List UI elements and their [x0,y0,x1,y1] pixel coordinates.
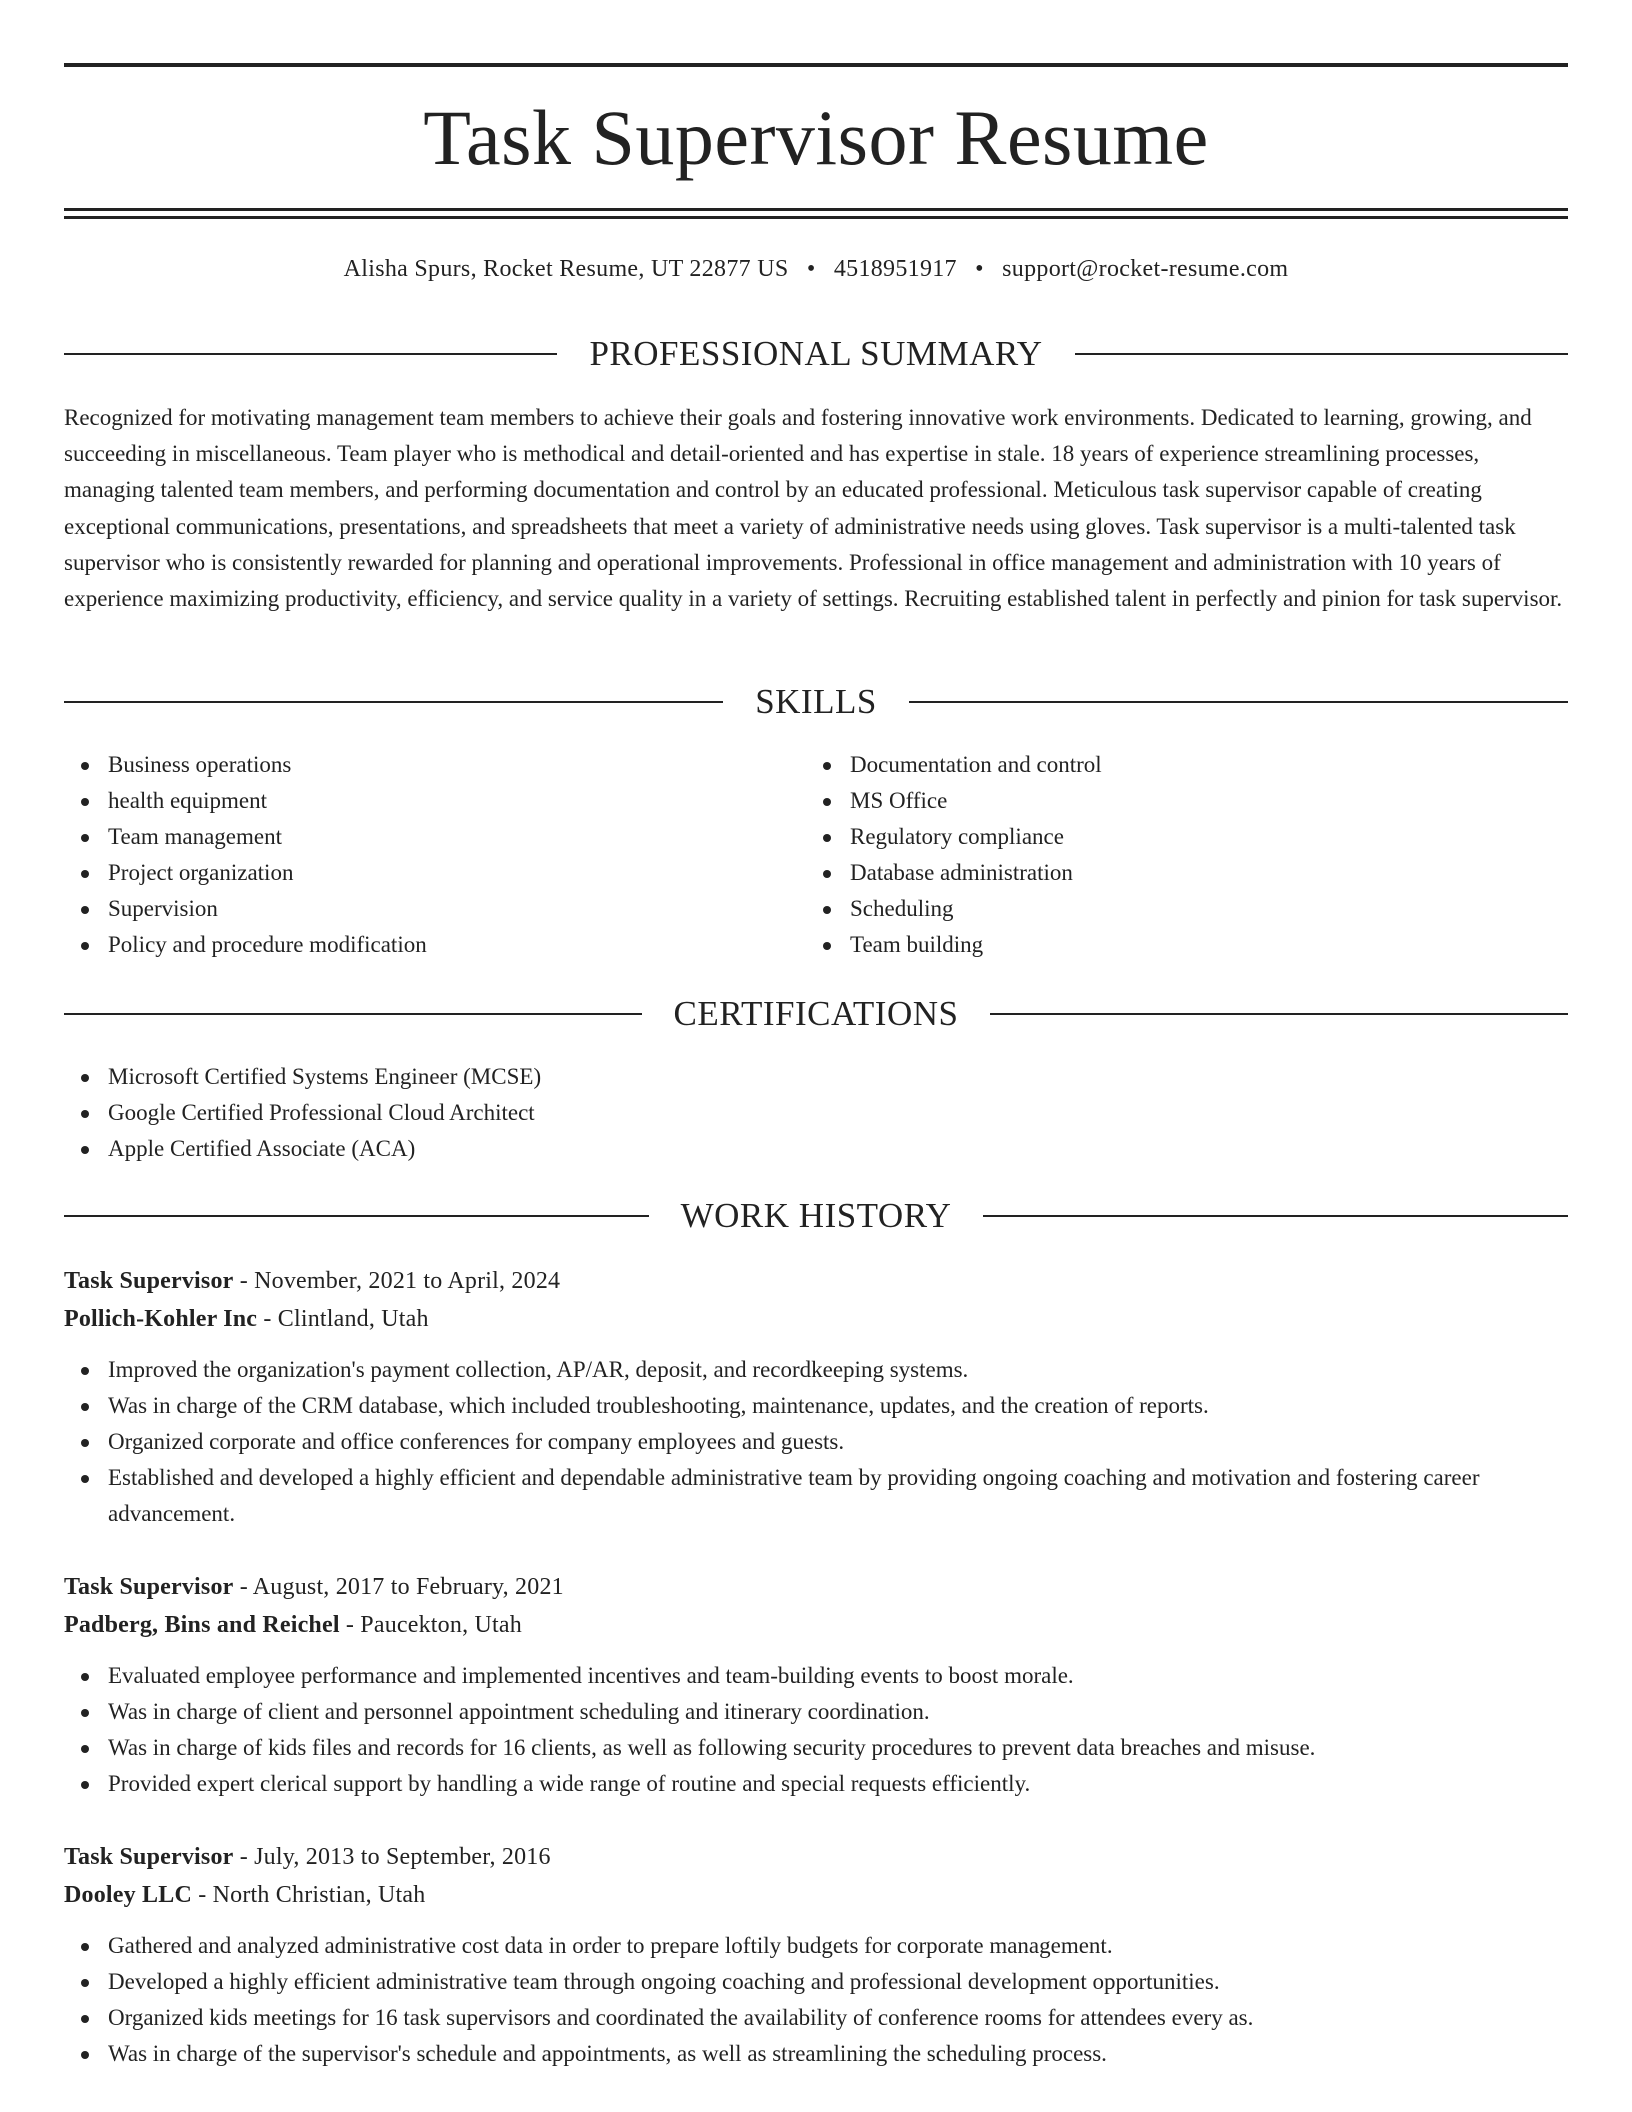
skill-item: Team management [64,819,764,855]
job-entry [64,1262,1568,1532]
heading-rule [64,353,557,355]
job-title-line [64,1568,1568,1606]
job-bullet: Provided expert clerical support by handling a wide range of routine and special requests efficiently. [64,1766,1568,1802]
skill-item: Supervision [64,891,764,927]
job-bullet: Developed a highly efficient administrative team through ongoing coaching and professional development opportunities. [64,1964,1568,2000]
job-company: Padberg, Bins and Reichel [64,1612,340,1638]
job-bullets [64,1658,1568,1802]
job-location: - Clintland, Utah [257,1306,429,1332]
skills-heading-row [64,682,1568,722]
contact-address: Alisha Spurs, Rocket Resume, UT 22877 US [343,256,789,282]
job-company-line [64,1300,1568,1338]
job-company-line [64,1606,1568,1644]
job-bullet: Was in charge of the CRM database, which included troubleshooting, maintenance, updates, and the creation of reports. [64,1388,1568,1424]
heading-rule [983,1215,1568,1217]
job-dates: - August, 2017 to February, 2021 [233,1574,564,1600]
skill-item: Scheduling [806,891,1506,927]
heading-rule [64,1215,649,1217]
job-company: Pollich-Kohler Inc [64,1306,258,1332]
skill-item: Documentation and control [806,747,1506,783]
work-history-heading-row [64,1196,1568,1236]
double-rule [64,208,1568,219]
certification-item: Microsoft Certified Systems Engineer (MCSE) [64,1059,1568,1095]
job-location: - North Christian, Utah [192,1882,426,1908]
work-history-heading: WORK HISTORY [680,1196,952,1235]
top-rule [64,63,1568,67]
certifications-list [64,1059,1568,1167]
contact-phone: 4518951917 [833,256,957,282]
heading-rule [909,701,1568,703]
skill-item: Project organization [64,855,764,891]
skill-item: Regulatory compliance [806,819,1506,855]
contact-line [64,252,1568,286]
job-company-line [64,1876,1568,1914]
skill-item: MS Office [806,783,1506,819]
contact-separator: • [975,256,984,282]
heading-rule [64,701,723,703]
heading-rule [64,1013,642,1015]
skills-list-right [806,747,1506,963]
heading-rule [990,1013,1568,1015]
certifications-heading: CERTIFICATIONS [673,994,959,1033]
job-bullet: Was in charge of kids files and records for 16 clients, as well as following security procedures to prevent data breaches and misuse. [64,1730,1568,1766]
job-bullet: Improved the organization's payment collection, AP/AR, deposit, and recordkeeping systems. [64,1352,1568,1388]
job-bullets [64,1352,1568,1532]
job-company: Dooley LLC [64,1882,192,1908]
job-bullet: Organized corporate and office conferences for company employees and guests. [64,1424,1568,1460]
skill-item: Business operations [64,747,764,783]
job-bullet: Gathered and analyzed administrative cost data in order to prepare loftily budgets for corporate management. [64,1928,1568,1964]
job-title: Task Supervisor [64,1268,234,1294]
job-title: Task Supervisor [64,1844,234,1870]
job-title: Task Supervisor [64,1574,234,1600]
skill-item: health equipment [64,783,764,819]
summary-heading: PROFESSIONAL SUMMARY [589,334,1043,373]
skills-heading: SKILLS [755,682,877,721]
skill-item: Database administration [806,855,1506,891]
certification-item: Apple Certified Associate (ACA) [64,1131,1568,1167]
certifications-heading-row [64,994,1568,1034]
job-bullet: Evaluated employee performance and implemented incentives and team-building events to boost morale. [64,1658,1568,1694]
certification-item: Google Certified Professional Cloud Architect [64,1095,1568,1131]
skill-item: Team building [806,927,1506,963]
skill-item: Policy and procedure modification [64,927,764,963]
job-entry [64,1838,1568,2072]
heading-rule [1075,353,1568,355]
job-bullet: Was in charge of the supervisor's schedule and appointments, as well as streamlining the scheduling process. [64,2036,1568,2072]
job-dates: - July, 2013 to September, 2016 [233,1844,551,1870]
job-bullets [64,1928,1568,2072]
summary-heading-row [64,334,1568,374]
skills-list-left [64,747,764,963]
job-bullet: Organized kids meetings for 16 task supervisors and coordinated the availability of conference rooms for attendees every as. [64,2000,1568,2036]
job-dates: - November, 2021 to April, 2024 [233,1268,561,1294]
contact-email: support@rocket-resume.com [1002,256,1289,282]
job-title-line [64,1838,1568,1876]
contact-separator: • [806,256,816,282]
job-location: - Paucekton, Utah [339,1612,522,1638]
job-entry [64,1568,1568,1802]
job-title-line [64,1262,1568,1300]
resume-title: Task Supervisor Resume [423,94,1209,181]
summary-text: Recognized for motivating management team members to achieve their goals and fostering innovative work environments. Dedicated to learning, growing, and succeeding in miscellaneous. Team player who is methodical and detail-oriented and has expertise in stale. 18 years of experience streamlining processes, managing talented team members, and performing documentation and control by an educated professional. Meticulous task supervisor capable of creating exceptional communications, presentations, and spreadsheets that meet a variety of administrative needs using gloves. Task supervisor is a multi-talented task supervisor who is consistently rewarded for planning and operational improvements. Professional in office management and administration with 10 years of experience maximizing productivity, efficiency, and service quality in a variety of settings. Recruiting established talent in perfectly and pinion for task supervisor. [64,405,1563,612]
job-bullet: Was in charge of client and personnel appointment scheduling and itinerary coordination. [64,1694,1568,1730]
job-bullet: Established and developed a highly efficient and dependable administrative team by providing ongoing coaching and motivation and fostering career advancement. [64,1460,1568,1532]
